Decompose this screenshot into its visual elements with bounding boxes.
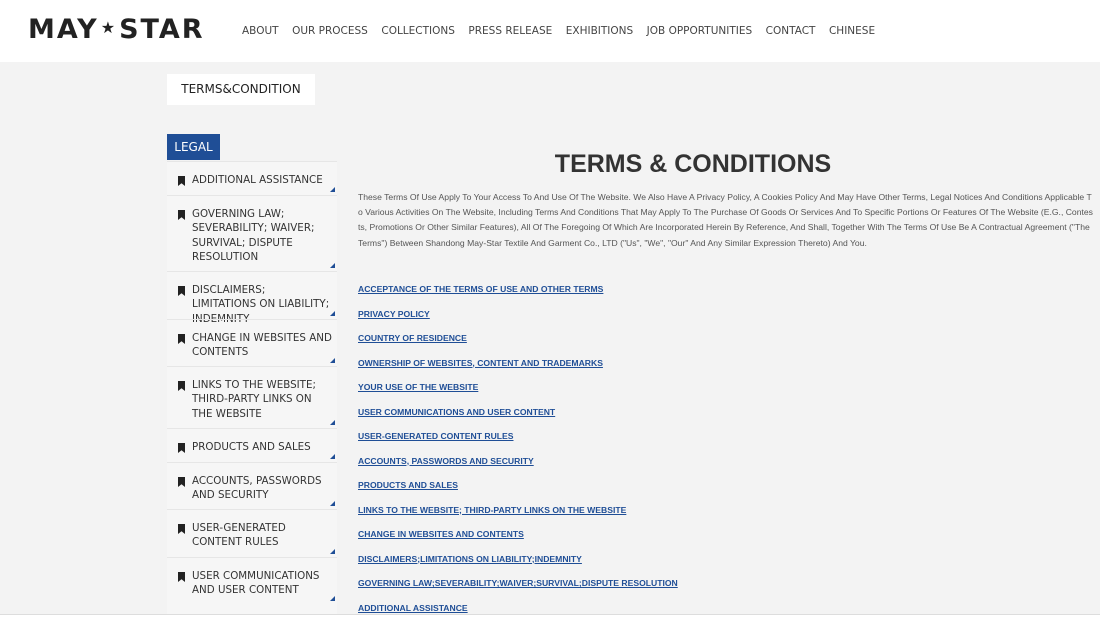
logo[interactable] bbox=[28, 14, 205, 45]
nav-collections[interactable]: COLLECTIONS bbox=[381, 25, 455, 37]
footer-divider bbox=[0, 614, 1100, 618]
nav-contact[interactable]: CONTACT bbox=[765, 25, 816, 37]
toc-link-country-of-residence[interactable]: COUNTRY OF RESIDENCE bbox=[358, 333, 467, 343]
toc-link-links-to-website[interactable]: LINKS TO THE WEBSITE; THIRD-PARTY LINKS ON THE WEBSITE bbox=[358, 504, 627, 515]
sidebar-item-label: ACCOUNTS, PASSWORDS AND SECURITY bbox=[192, 475, 322, 502]
toc-link-additional-assistance[interactable]: ADDITIONAL ASSISTANCE bbox=[358, 602, 468, 613]
nav-job-opportunities[interactable]: JOB OPPORTUNITIES bbox=[646, 25, 753, 37]
nav-press-release[interactable]: PRESS RELEASE bbox=[468, 25, 553, 37]
bookmark-icon bbox=[178, 334, 185, 344]
toc-link-products-and-sales[interactable]: PRODUCTS AND SALES bbox=[358, 480, 458, 490]
page-tab-terms[interactable]: TERMS&CONDITION bbox=[167, 74, 315, 105]
main-nav bbox=[242, 25, 889, 37]
sidebar-item-additional-assistance[interactable] bbox=[167, 161, 337, 195]
toc-link-privacy-policy[interactable]: PRIVACY POLICY bbox=[358, 308, 430, 319]
bookmark-icon bbox=[178, 286, 185, 296]
sidebar-item-accounts-passwords[interactable] bbox=[167, 462, 337, 509]
toc-link-governing-law[interactable]: GOVERNING LAW;SEVERABILITY;WAIVER;SURVIVAL;DISPUTE RESOLUTION bbox=[358, 578, 678, 588]
sidebar-item-label: GOVERNING LAW; SEVERABILITY; WAIVER; SURVIVAL; DISPUTE RESOLUTION bbox=[192, 208, 315, 264]
nav-about[interactable]: ABOUT bbox=[242, 25, 279, 37]
bookmark-icon bbox=[178, 477, 185, 487]
sidebar-item-label: USER COMMUNICATIONS AND USER CONTENT bbox=[192, 570, 320, 597]
bookmark-icon bbox=[178, 176, 185, 186]
sidebar-item-user-communications[interactable] bbox=[167, 557, 337, 604]
legal-button[interactable]: LEGAL bbox=[167, 134, 220, 160]
toc-link-acceptance[interactable]: ACCEPTANCE OF THE TERMS OF USE AND OTHER TERMS bbox=[358, 284, 604, 294]
corner-triangle-icon bbox=[330, 187, 335, 192]
sidebar-item-user-generated-content[interactable] bbox=[167, 509, 337, 557]
nav-exhibitions[interactable]: EXHIBITIONS bbox=[565, 25, 634, 37]
sidebar-item-label: LINKS TO THE WEBSITE; THIRD-PARTY LINKS ON THE WEBSITE bbox=[192, 379, 316, 420]
toc-link-disclaimers[interactable]: DISCLAIMERS;LIMITATIONS ON LIABILITY;INDEMNITY bbox=[358, 553, 582, 564]
sidebar-item-disclaimers[interactable] bbox=[167, 271, 337, 325]
sidebar-item-label: PRODUCTS AND SALES bbox=[192, 441, 311, 453]
logo-text-left: MAY bbox=[28, 14, 99, 45]
toc-link-accounts[interactable]: ACCOUNTS, PASSWORDS AND SECURITY bbox=[358, 455, 534, 466]
bookmark-icon bbox=[178, 524, 185, 534]
bookmark-icon bbox=[178, 572, 185, 582]
sidebar-item-label: USER-GENERATED CONTENT RULES bbox=[192, 522, 286, 549]
sidebar-item-change-in-websites[interactable] bbox=[167, 319, 337, 366]
sidebar-item-governing-law[interactable] bbox=[167, 195, 337, 271]
bookmark-icon bbox=[178, 443, 185, 453]
toc-link-ownership[interactable]: OWNERSHIP OF WEBSITES, CONTENT AND TRADEMARKS bbox=[358, 357, 603, 368]
toc-link-user-generated-content[interactable]: USER-GENERATED CONTENT RULES bbox=[358, 431, 514, 441]
page-title: TERMS & CONDITIONS bbox=[554, 150, 832, 178]
bookmark-icon bbox=[178, 381, 185, 391]
nav-chinese[interactable]: CHINESE bbox=[828, 25, 876, 37]
toc-link-change-in-websites[interactable]: CHANGE IN WEBSITES AND CONTENTS bbox=[358, 529, 524, 539]
bookmark-icon bbox=[178, 210, 185, 220]
corner-triangle-icon bbox=[330, 454, 335, 459]
star-icon: ★ bbox=[100, 18, 118, 37]
nav-our-process[interactable]: OUR PROCESS bbox=[292, 25, 368, 37]
toc-link-your-use[interactable]: YOUR USE OF THE WEBSITE bbox=[358, 382, 479, 392]
site-header bbox=[0, 0, 1100, 62]
sidebar-item-label: ADDITIONAL ASSISTANCE bbox=[192, 174, 323, 186]
intro-paragraph: These Terms Of Use Apply To Your Access To And Use Of The Website. We Also Have A Privacy Policy, A Cookies Policy And May Have Other Terms, Legal Notices And Conditions Applicable To Various Activities On The Website, Including Terms And Conditions That May Apply To The Purchase Of Goods Or Services And To Specific Portions Or Features Of The Website (E.G., Contests, Promotions Or Other Similar Features), All Of The Foregoing Of Which Are Incorporated Herein By Reference, And Shall, Together With The Terms Of Use Be A Contractual Agreement ("The Terms") Between Shandong May-Star Textile And Garment Co., LTD ("Us", "We", "Our" And Any Similar Expression Thereto) And You. bbox=[358, 192, 1093, 248]
sidebar-item-products-and-sales[interactable] bbox=[167, 428, 337, 462]
sidebar-item-label: CHANGE IN WEBSITES AND CONTENTS bbox=[192, 332, 332, 359]
sidebar-item-label: DISCLAIMERS; LIMITATIONS ON LIABILITY; INDEMNITY bbox=[192, 284, 330, 325]
toc-link-user-communications[interactable]: USER COMMUNICATIONS AND USER CONTENT bbox=[358, 406, 556, 417]
logo-text-right: STAR bbox=[119, 14, 205, 45]
sidebar-item-links-to-website[interactable] bbox=[167, 366, 337, 428]
